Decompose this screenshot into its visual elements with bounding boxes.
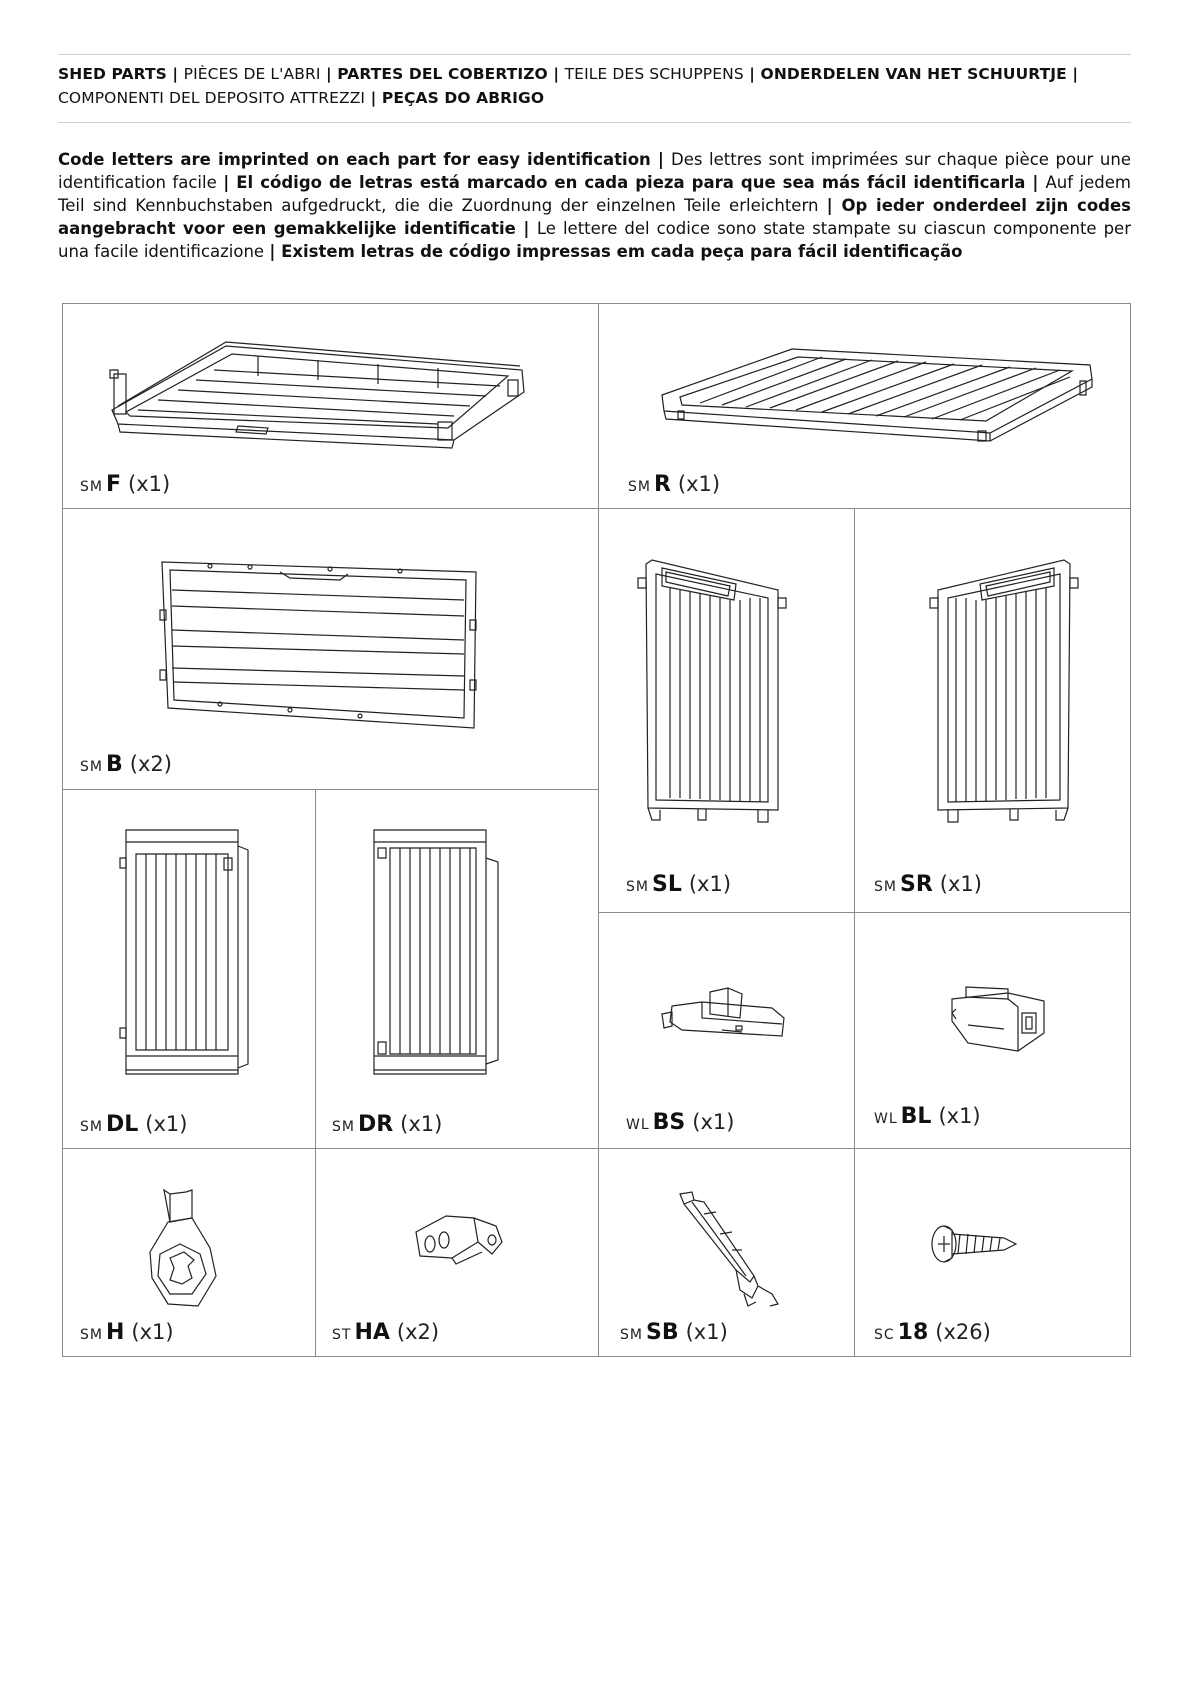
right-door-icon <box>370 828 504 1076</box>
header-segment: ONDERDELEN VAN HET SCHUURTJE <box>760 65 1067 83</box>
part-code: SB <box>645 1320 679 1345</box>
part-quantity: (x1) <box>677 472 721 496</box>
header-segment: PARTES DEL COBERTIZO <box>337 65 548 83</box>
grid-line <box>854 508 855 1356</box>
hinge-adapter-icon <box>412 1212 508 1266</box>
grid-line <box>62 1148 1131 1149</box>
intro-segment: Auf jedem Teil sind Kennbuchstaben aufgedruckt, die die Zuordnung der einzelnen Teile erleichtern <box>58 173 1131 215</box>
handle-icon <box>140 1188 230 1310</box>
part-code: HA <box>354 1320 390 1345</box>
part-code: BL <box>900 1104 932 1129</box>
part-label-SL <box>626 872 731 897</box>
intro-segment: Le lettere del codice sono state stampate su ciascun componente per una facile identificazione <box>58 219 1131 261</box>
part-code: SL <box>651 872 682 897</box>
header-segment: | <box>1066 65 1079 83</box>
grid-line <box>62 789 598 790</box>
part-prefix: SM <box>874 879 897 895</box>
header-segment: | <box>365 89 382 107</box>
part-quantity: (x1) <box>688 872 732 896</box>
intro-segment: | El código de letras está marcado en cada pieza para que sea más fácil identificarla | <box>223 173 1046 192</box>
part-label-BL <box>874 1104 981 1129</box>
bolt-slider-icon <box>662 988 792 1048</box>
part-prefix: SM <box>80 1119 103 1135</box>
part-label-HA <box>332 1320 439 1345</box>
part-quantity: (x1) <box>939 872 982 896</box>
part-prefix: WL <box>874 1111 898 1127</box>
grid-line <box>62 303 1131 304</box>
header-segment: COMPONENTI DEL DEPOSITO ATTREZZI <box>58 89 366 107</box>
part-label-B <box>80 752 172 777</box>
part-code: DR <box>357 1112 394 1137</box>
part-code: B <box>105 752 123 777</box>
part-label-18 <box>874 1320 991 1345</box>
part-code: BS <box>652 1110 686 1135</box>
grid-line <box>62 1356 1131 1357</box>
part-code: DL <box>105 1112 139 1137</box>
part-quantity: (x1) <box>685 1320 728 1344</box>
screw-icon <box>928 1222 1018 1266</box>
part-quantity: (x1) <box>131 1320 174 1344</box>
header-segment: | <box>547 65 565 83</box>
intro-segment: Des lettres sont imprimées sur chaque pièce pour une identification facile <box>58 150 1131 192</box>
support-bracket-icon <box>676 1190 786 1310</box>
grid-line <box>315 789 316 1356</box>
part-quantity: (x1) <box>145 1112 188 1136</box>
grid-line <box>62 508 1131 509</box>
bolt-lock-icon <box>948 985 1048 1055</box>
part-prefix: SM <box>80 1327 103 1343</box>
part-code: H <box>105 1320 125 1345</box>
part-label-F <box>80 472 170 497</box>
part-label-H <box>80 1320 174 1345</box>
part-label-SR <box>874 872 982 897</box>
header-segment: PEÇAS DO ABRIGO <box>381 89 545 107</box>
part-prefix: SM <box>332 1119 355 1135</box>
header-segment: PIÈCES DE L'ABRI <box>183 65 321 83</box>
header-segment: TEILE DES SCHUPPENS <box>564 65 744 83</box>
roof-panel-icon <box>660 345 1100 445</box>
part-label-DL <box>80 1112 187 1137</box>
floor-panel-icon <box>108 340 528 450</box>
part-prefix: SM <box>620 1327 643 1343</box>
grid-line <box>62 303 63 1356</box>
back-panel-icon <box>160 560 480 730</box>
part-label-R <box>628 472 720 497</box>
part-quantity: (x2) <box>129 752 172 776</box>
part-prefix: SM <box>80 479 103 495</box>
header-segment: SHED PARTS <box>58 65 167 83</box>
part-quantity: (x1) <box>128 472 171 496</box>
intro-segment: | Existem letras de código impressas em cada peça para fácil identificação <box>269 242 963 261</box>
left-door-icon <box>120 828 254 1076</box>
header-segment: | <box>166 65 184 83</box>
part-prefix: SM <box>80 759 103 775</box>
grid-line <box>1130 303 1131 1356</box>
part-prefix: SM <box>628 479 651 495</box>
part-quantity: (x26) <box>935 1320 991 1344</box>
right-side-panel-icon <box>928 558 1078 830</box>
part-quantity: (x2) <box>396 1320 440 1344</box>
part-quantity: (x1) <box>938 1104 981 1128</box>
left-side-panel-icon <box>638 558 788 830</box>
part-prefix: WL <box>626 1117 650 1133</box>
part-code: F <box>105 472 121 497</box>
grid-line <box>598 912 1131 913</box>
header-segment: | <box>320 65 338 83</box>
part-quantity: (x1) <box>400 1112 443 1136</box>
part-label-DR <box>332 1112 442 1137</box>
part-code: SR <box>899 872 933 897</box>
part-label-SB <box>620 1320 728 1345</box>
part-code: R <box>653 472 671 497</box>
part-label-BS <box>626 1110 734 1135</box>
header-segment: | <box>743 65 761 83</box>
part-quantity: (x1) <box>692 1110 735 1134</box>
part-prefix: SC <box>874 1327 895 1343</box>
part-code: 18 <box>897 1320 929 1345</box>
intro-segment: Code letters are imprinted on each part for easy identification | <box>58 150 671 169</box>
intro-segment: | Op ieder onderdeel zijn codes aangebracht voor een gemakkelijke identificatie | <box>58 196 1131 238</box>
part-prefix: SM <box>626 879 649 895</box>
grid-line <box>598 303 599 1356</box>
part-prefix: ST <box>332 1327 352 1343</box>
